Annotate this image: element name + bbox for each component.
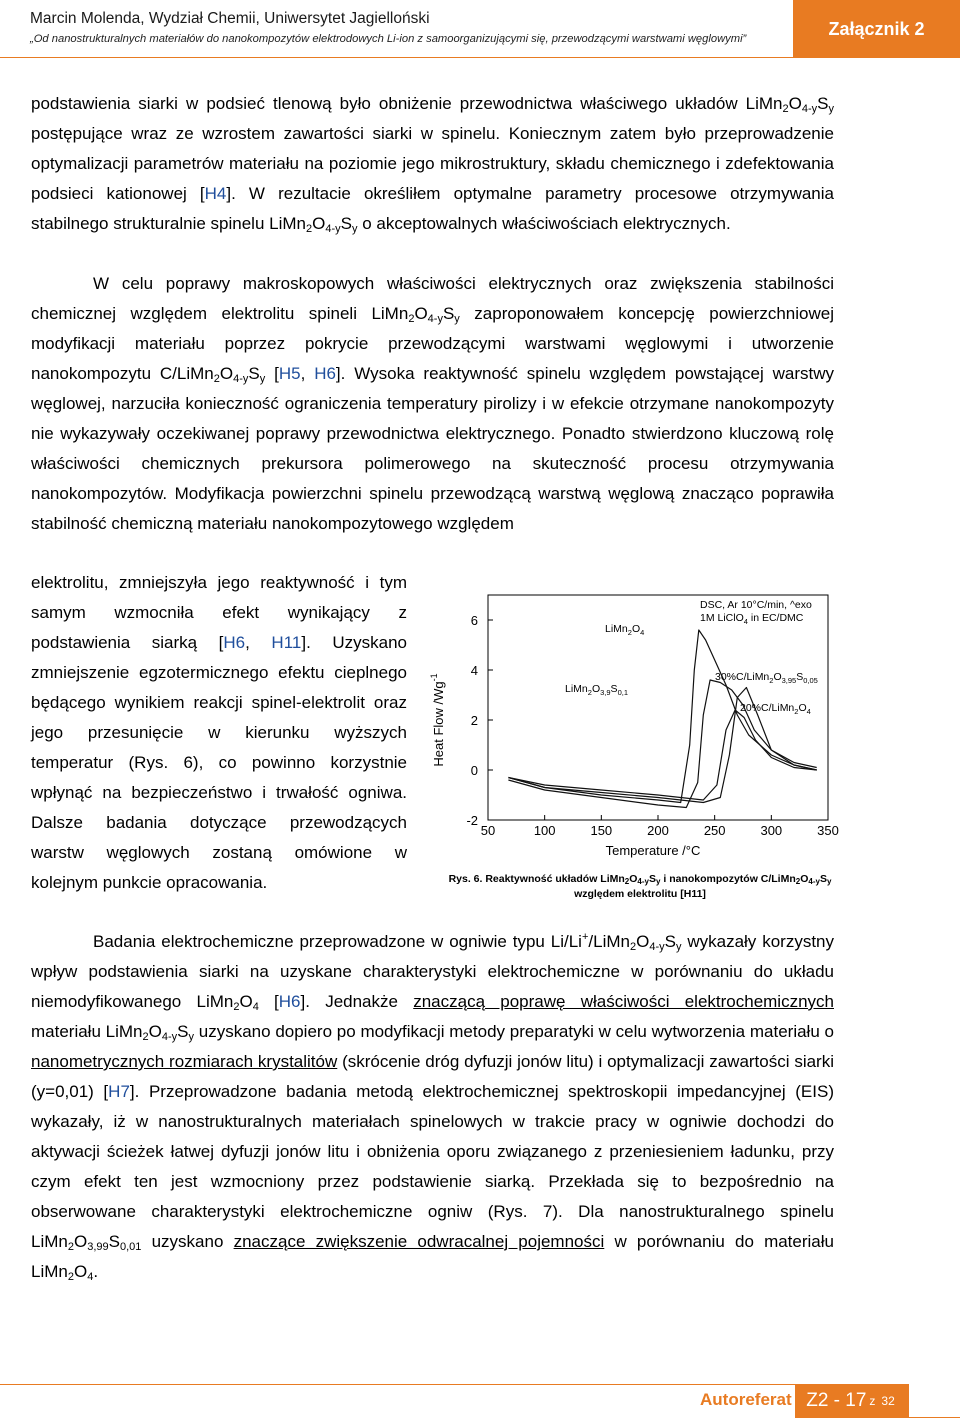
underlined-phrase: nanometrycznych rozmiarach krystalitów: [31, 1052, 338, 1071]
x-tick-label: 350: [817, 823, 839, 838]
x-ticks: [481, 815, 839, 838]
y-tick-label: 6: [470, 613, 478, 628]
reference-link[interactable]: H5: [278, 364, 301, 383]
underlined-phrase: znaczące zwiększenie odwracalnej pojemności: [233, 1232, 605, 1251]
x-axis-label: Temperature /°C: [605, 843, 701, 858]
page-number: Z2 - 17 z 32: [795, 1384, 909, 1418]
reference-link[interactable]: H6: [223, 633, 246, 652]
footer-label: Autoreferat: [700, 1390, 792, 1409]
label-30c-limn2o395s005: $30\%C/LiMn_2O_{3,95}S_{0,05}$: [715, 671, 818, 685]
paragraph-3: elektrolitu, zmniejszyła jego reaktywność i tym samym wzmocniła efekt wynikający z podstawienia siarką [H6, H11]. Uzyskano zmniejszenie egzotermicznego efektu cieplnego będącego wynikiem reakcji spinel-elektrolit oraz jego przesunięcie w kierunku wyższych temperatur (Rys. 6), co powinno korzystnie wpłynąć na bezpieczeństwo i trwałość ogniwa. Dalsze badania dotyczące przewodzących warstw węglowych zostaną omówione w kolejnym punkcie opracowania.: [31, 573, 407, 892]
annotation-line-2: 1M LiClO$_4$ in EC/DMC: [700, 612, 804, 626]
label-limn2o39s01: $LiMn_2O_{3,9}S_{0,1}$: [565, 683, 628, 697]
x-tick-label: 100: [533, 823, 556, 838]
label-limn2o4: $LiMn_2O_4$: [605, 623, 645, 637]
y-tick-label: 0: [470, 763, 478, 778]
x-tick-label: 50: [480, 823, 496, 838]
x-tick-label: 200: [647, 823, 669, 838]
x-tick-label: 250: [703, 823, 726, 838]
figure-caption: Rys. 6. Reaktywność układów $LiMn_2O_{4-y}S_y$ i nanokompozytów $C/LiMn_2O_{4-y}S_y$ względem elektrolitu [H11]: [448, 873, 832, 900]
reference-link[interactable]: H11: [271, 633, 302, 652]
data-curves: [508, 630, 816, 808]
reference-link[interactable]: H6: [314, 364, 336, 383]
dsc-chart: [425, 580, 839, 870]
header-subtitle: „Od nanostrukturalnych materiałów do nanokompozytów elektrodowych Li-ion z samoorganizującymi się, przewodzącymi warstwami węglowymi”: [30, 33, 747, 45]
y-tick-label: 4: [470, 663, 478, 678]
y-ticks: [466, 613, 493, 828]
paragraph-4: Badania elektrochemiczne przeprowadzone w ogniwie typu $Li/Li^+/LiMn_2O_{4-y}S_y$ wykazały korzystny wpływ podstawienia siarki na uzyskane charakterystyki elektrochemiczne w porównaniu do układu niemodyfikowanego $LiMn_2O_4$ [H6]. Jednakże znaczącą poprawę właściwości elektrochemicznych materiału $LiMn_2O_{4-y}S_y$ uzyskano dopiero po modyfikacji metody preparatyki w celu wytworzenia materiału o nanometrycznych rozmiarach krystalitów (skrócenie dróg dyfuzji jonów litu) i optymalizacji zawartości siarki (y=0,01) [H7]. Przeprowadzone badania metodą elektrochemicznej spektroskopii impedancyjnej (EIS) wykazały, iż w nanostrukturalnych materiałach spinelowych w trakcie pracy w ogniwie dochodzi do aktywacji ścieżek łatwej dyfuzji jonów litu i obniżenia oporu związanego z przeniesieniem ładunku, przy czym efekt ten jest wzmocniony przez podstawienie siarką. Przekłada się to bezpośrednio na obserwowane charakterystyki elektrochemiczne ogniw (Rys. 7). Dla nanostrukturalnego spinelu $LiMn_2O_{3,99}S_{0,01}$ uzyskano znaczące zwiększenie odwracalnej pojemności w porównaniu do materiału $LiMn_2O_4$.: [31, 931, 834, 1283]
header-badge: Załącznik 2: [793, 0, 960, 58]
y-axis-label: Heat Flow $/Wg^{-1}$: [429, 673, 446, 767]
footer-divider: [0, 1384, 795, 1385]
reference-link[interactable]: H4: [204, 184, 227, 203]
paragraph-2: W celu poprawy makroskopowych właściwości elektrycznych oraz zwiększenia stabilności chemicznej względem elektrolitu spineli $LiMn_2O_{4-y}S_y$ zaproponowałem koncepcję powierzchniowej modyfikacji materiału poprzez pokrycie przewodzącymi warstwami węglowymi i utworzenie nanokompozytu $C/LiMn_2O_{4-y}S_y$ [H5, H6]. Wysoka reaktywność spinelu względem powstającej warstwy węglowej, narzuciła konieczność ograniczenia temperatury pirolizy i w efekcie otrzymane nanokompozyty nie wykazywały oczekiwanej poprawy przewodnictwa elektrycznego. Ponadto stwierdzono kluczową rolę właściwości chemicznych prekursora polimerowego na skuteczność procesu otrzymywania nanokompozytów. Modyfikacja powierzchni spinelu przewodzącą warstwą węglową znacząco poprawiła stabilność chemiczną materiału nanokompozytowego względem: [31, 274, 835, 533]
label-20c-limn2o4: $20\%C/LiMn_2O_4$: [740, 702, 811, 716]
dsc-figure: [425, 580, 839, 870]
footer-divider-tail: [909, 1417, 960, 1418]
annotation-line-1: DSC, Ar 10°C/min, ^exo: [700, 599, 812, 611]
underlined-phrase: znaczącą poprawę właściwości elektrochemicznych: [413, 992, 834, 1011]
reference-link[interactable]: H7: [108, 1082, 130, 1101]
header-author: Marcin Molenda, Wydział Chemii, Uniwersytet Jagielloński: [30, 10, 430, 27]
y-tick-label: -2: [466, 813, 478, 828]
page-header: [0, 0, 960, 58]
x-tick-label: 300: [760, 823, 783, 838]
paragraph-1: podstawienia siarki w podsieć tlenową było obniżenie przewodnictwa właściwego układów $LiMn_2O_{4-y}S_y$ postępujące wraz ze wzrostem zawartości siarki w spinelu. Koniecznym zatem było przeprowadzenie optymalizacji parametrów materiału na poziomie jego mikrostruktury, składu chemicznego i zdefektowania podsieci kationowej [H4]. W rezultacie określiłem optymalne parametry procesowe otrzymywania stabilnego strukturalnie spinelu $LiMn_2O_{4-y}S_y$ o akceptowalnych właściwościach elektrycznych.: [31, 94, 834, 235]
x-tick-label: 150: [590, 823, 613, 838]
series-line-1: [508, 630, 816, 803]
y-tick-label: 2: [470, 713, 478, 728]
reference-link[interactable]: H6: [278, 992, 301, 1011]
header-divider: [0, 57, 793, 58]
